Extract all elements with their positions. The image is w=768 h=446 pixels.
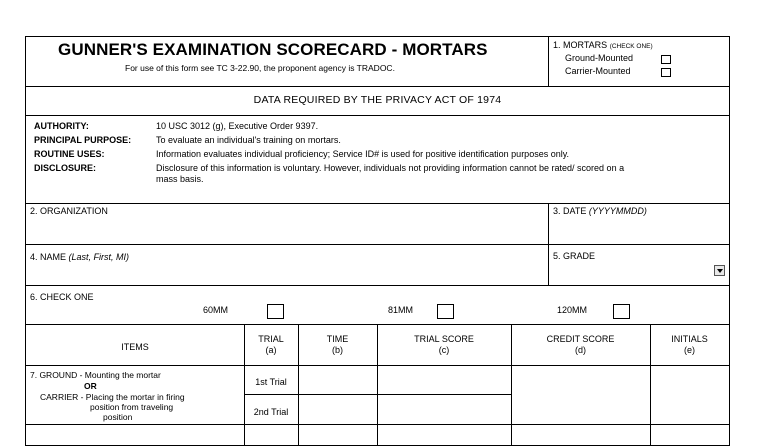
grade-dropdown[interactable] [714,265,725,276]
trial-1-time-cell[interactable] [299,366,376,393]
option-60mm-checkbox[interactable] [267,304,284,319]
date-field[interactable] [550,217,728,241]
routine-uses-label: ROUTINE USES: [34,149,105,159]
authority-text: 10 USC 3012 (g), Executive Order 9397. [156,121,319,131]
divider [26,244,729,245]
name-field[interactable] [27,263,545,283]
organization-label: 2. ORGANIZATION [30,206,108,216]
divider [548,244,549,285]
divider [26,424,729,425]
initials-cell[interactable] [651,366,728,423]
option-81mm-checkbox[interactable] [437,304,454,319]
header-items: ITEMS [121,342,149,352]
form-subtitle: For use of this form see TC 3-22.90, the proponent agency is TRADOC. [125,63,395,73]
scorecard-form [25,36,730,446]
option-81mm-label: 81MM [388,305,414,315]
principal-purpose-text: To evaluate an individual's training on mortars. [156,135,341,145]
disclosure-text-continued: mass basis. [156,174,204,184]
authority-label: AUTHORITY: [34,121,89,131]
carrier-mounted-label: Carrier-Mounted [565,66,631,76]
trial-2-score-cell[interactable] [378,395,510,423]
trial-2-label: 2nd Trial [253,407,289,417]
divider [26,115,729,116]
mortars-check-note: (CHECK ONE) [609,43,653,50]
divider [26,285,729,286]
ground-mounted-checkbox[interactable] [661,55,671,64]
header-trial: TRIAL (a) [258,334,284,355]
date-label: 3. DATE (YYYYMMDD) [553,206,647,216]
credit-score-cell[interactable] [512,366,649,423]
chevron-down-icon [717,269,723,273]
header-credit-score: CREDIT SCORE (d) [546,334,615,355]
header-initials: INITIALS (e) [671,334,708,355]
date-format-hint: (YYYYMMDD) [588,206,647,216]
option-120mm-label: 120MM [557,305,588,315]
header-time: TIME (b) [326,334,349,355]
divider [26,86,729,87]
trial-2-time-cell[interactable] [299,395,376,423]
option-60mm-label: 60MM [203,305,229,315]
item7-line5: position [103,412,133,422]
option-120mm-checkbox[interactable] [613,304,630,319]
trial-1-label: 1st Trial [255,377,287,387]
divider [26,203,729,204]
disclosure-text: Disclosure of this information is voluntary. However, individuals not providing information cannot be rated/ scored on a [156,163,625,173]
header-divider [548,37,549,86]
item7-line1: 7. GROUND - Mounting the mortar [30,370,161,380]
name-format-hint: (Last, First, MI) [68,252,130,262]
item7-line4: position from traveling [90,402,174,412]
organization-field[interactable] [27,217,545,241]
name-label: 4. NAME (Last, First, MI) [30,252,130,262]
divider [548,203,549,244]
item7-line3: CARRIER - Placing the mortar in firing [40,392,185,402]
mortars-label: 1. MORTARS (CHECK ONE) [553,40,653,50]
form-title: GUNNER'S EXAMINATION SCORECARD - MORTARS [58,40,488,59]
disclosure-label: DISCLOSURE: [34,163,97,173]
privacy-act-title: DATA REQUIRED BY THE PRIVACY ACT OF 1974 [253,94,502,106]
routine-uses-text: Information evaluates individual proficiency; Service ID# is used for positive identification purposes only. [156,149,570,159]
trial-1-score-cell[interactable] [378,366,510,393]
ground-mounted-label: Ground-Mounted [565,53,634,63]
check-one-label: 6. CHECK ONE [30,292,94,302]
header-trial-score: TRIAL SCORE (c) [414,334,474,355]
grade-label: 5. GRADE [553,251,596,261]
carrier-mounted-checkbox[interactable] [661,68,671,77]
principal-purpose-label: PRINCIPAL PURPOSE: [34,135,132,145]
item7-or: OR [84,381,97,391]
